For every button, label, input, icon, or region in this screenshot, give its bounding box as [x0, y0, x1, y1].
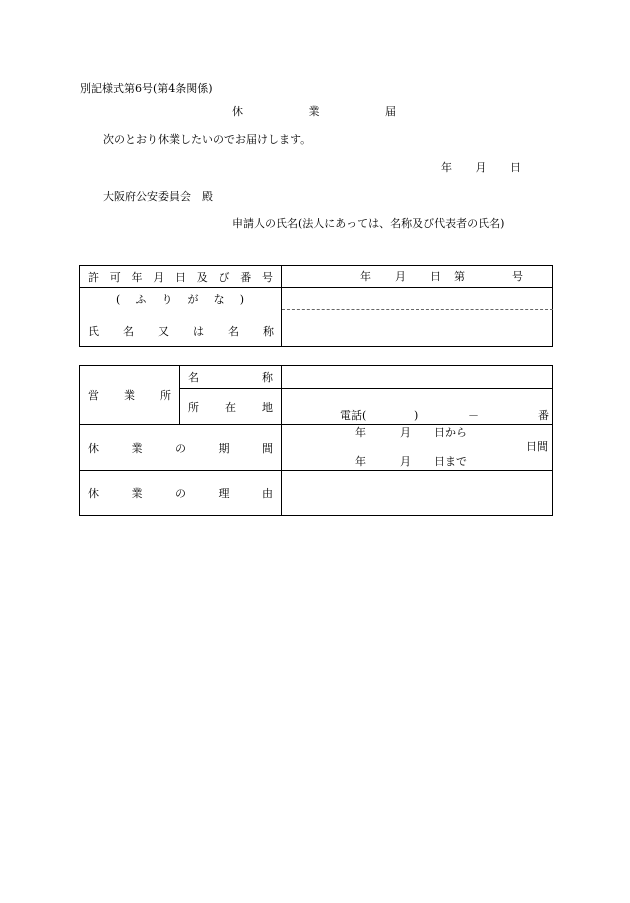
furigana-input[interactable]: [282, 288, 553, 308]
furigana-label: ( ふ り が な ): [116, 293, 244, 306]
permit-date-label: 許 可 年 月 日 及 び 番 号: [80, 266, 282, 288]
form-number: 別記様式第6号(第4条関係): [80, 82, 213, 95]
phone-label: 電話(: [340, 409, 367, 422]
permit-table: [79, 265, 553, 347]
office-name-input[interactable]: [282, 366, 553, 389]
name-label-cell: [80, 288, 282, 347]
form-title: 休 業 届: [232, 105, 396, 118]
phone-suffix: 番: [538, 409, 549, 422]
applicant-label: 申請人の氏名(法人にあっては、名称及び代表者の氏名): [232, 217, 505, 230]
reason-label: 休 業 の 理 由: [80, 471, 282, 516]
office-table: [79, 365, 553, 516]
name-label: 氏 名 又 は 名 称: [88, 325, 274, 338]
office-location-label: 所 在 地: [180, 389, 282, 425]
intro-text: 次のとおり休業したいのでお届けします。: [103, 133, 312, 146]
period-label: 休 業 の 期 間: [80, 425, 282, 471]
date-line: 年 月 日: [441, 161, 521, 174]
phone-dash: －: [468, 409, 479, 422]
phone-close: ): [414, 409, 419, 422]
addressee: 大阪府公安委員会 殿: [103, 190, 213, 203]
permit-date-value[interactable]: 年 月 日 第 号: [282, 266, 553, 288]
period-input[interactable]: 年 月 日から 日間 年 月 日まで: [282, 425, 553, 471]
office-label: 営 業 所: [80, 366, 180, 425]
reason-input[interactable]: [282, 471, 553, 516]
office-name-label: 名 称: [180, 366, 282, 389]
name-value-cell: [282, 288, 553, 347]
office-location-input[interactable]: [282, 389, 553, 425]
name-input[interactable]: [282, 310, 553, 346]
period-days: 日間: [526, 440, 548, 453]
